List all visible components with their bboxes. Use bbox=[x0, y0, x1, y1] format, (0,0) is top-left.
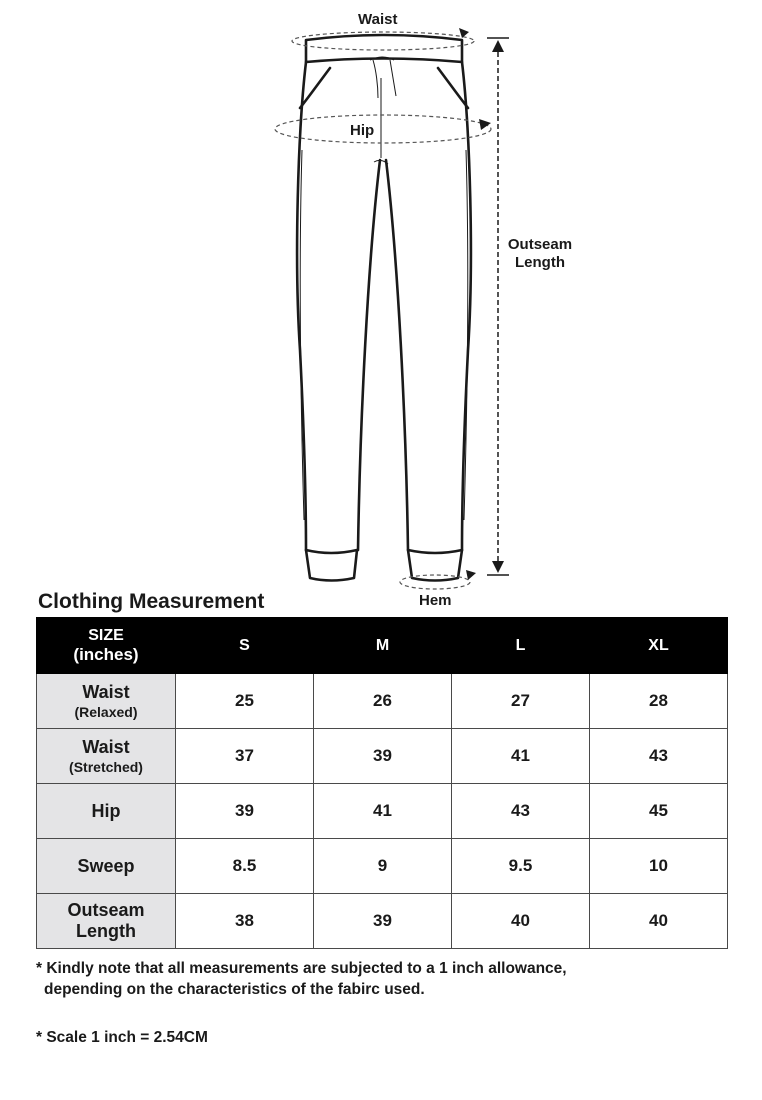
allowance-note: * Kindly note that all measurements are subjected to a 1 inch allowance, bbox=[36, 960, 567, 977]
table-cell: 43 bbox=[590, 729, 728, 784]
row-header-waist-stretched bbox=[37, 729, 176, 784]
table-row bbox=[37, 894, 728, 949]
row-header-waist-relaxed bbox=[37, 674, 176, 729]
row-label: Waist bbox=[82, 681, 130, 702]
table-cell: 38 bbox=[176, 894, 314, 949]
waist-label: Waist bbox=[358, 11, 398, 28]
table-cell: 40 bbox=[452, 894, 590, 949]
row-sublabel: (Relaxed) bbox=[74, 703, 138, 720]
table-cell: 39 bbox=[176, 784, 314, 839]
table-cell: 9.5 bbox=[452, 839, 590, 894]
table-cell: 25 bbox=[176, 674, 314, 729]
table-row bbox=[37, 839, 728, 894]
table-cell: 41 bbox=[314, 784, 452, 839]
table-cell: 37 bbox=[176, 729, 314, 784]
table-cell: 45 bbox=[590, 784, 728, 839]
outseam-label bbox=[505, 236, 575, 272]
table-cell: 39 bbox=[314, 894, 452, 949]
table-row bbox=[37, 784, 728, 839]
hem-label: Hem bbox=[419, 592, 452, 609]
table-cell: 10 bbox=[590, 839, 728, 894]
row-label: Hip bbox=[91, 800, 121, 821]
size-header-label: SIZE bbox=[88, 626, 124, 644]
size-header-unit: (inches) bbox=[73, 644, 139, 664]
table-cell: 26 bbox=[314, 674, 452, 729]
table-cell: 27 bbox=[452, 674, 590, 729]
row-label: Outseam bbox=[67, 900, 145, 920]
table-cell: 9 bbox=[314, 839, 452, 894]
table-cell: 43 bbox=[452, 784, 590, 839]
table-cell: 40 bbox=[590, 894, 728, 949]
table-cell: 41 bbox=[452, 729, 590, 784]
row-header-outseam-length bbox=[37, 894, 176, 949]
allowance-note-continued: depending on the characteristics of the fabirc used. bbox=[44, 981, 425, 998]
size-column-s: S bbox=[176, 618, 314, 674]
scale-note: * Scale 1 inch = 2.54CM bbox=[36, 1029, 208, 1046]
outseam-label-line1: Outseam bbox=[507, 236, 573, 253]
hip-label: Hip bbox=[350, 122, 375, 139]
outseam-label-line2: Length bbox=[515, 254, 565, 271]
table-row bbox=[37, 729, 728, 784]
size-header-cell bbox=[37, 618, 176, 674]
row-header-hip bbox=[37, 784, 176, 839]
table-cell: 8.5 bbox=[176, 839, 314, 894]
row-sublabel: (Stretched) bbox=[69, 758, 143, 775]
table-cell: 28 bbox=[590, 674, 728, 729]
row-label: Waist bbox=[82, 736, 130, 757]
size-table bbox=[36, 617, 728, 949]
size-column-m: M bbox=[314, 618, 452, 674]
page-title: Clothing Measurement bbox=[38, 590, 265, 613]
table-cell: 39 bbox=[314, 729, 452, 784]
size-column-xl: XL bbox=[590, 618, 728, 674]
size-column-l: L bbox=[452, 618, 590, 674]
row-header-sweep bbox=[37, 839, 176, 894]
table-header-row bbox=[37, 618, 728, 674]
row-label-line2: Length bbox=[76, 921, 136, 941]
row-label: Sweep bbox=[77, 855, 135, 876]
table-row bbox=[37, 674, 728, 729]
